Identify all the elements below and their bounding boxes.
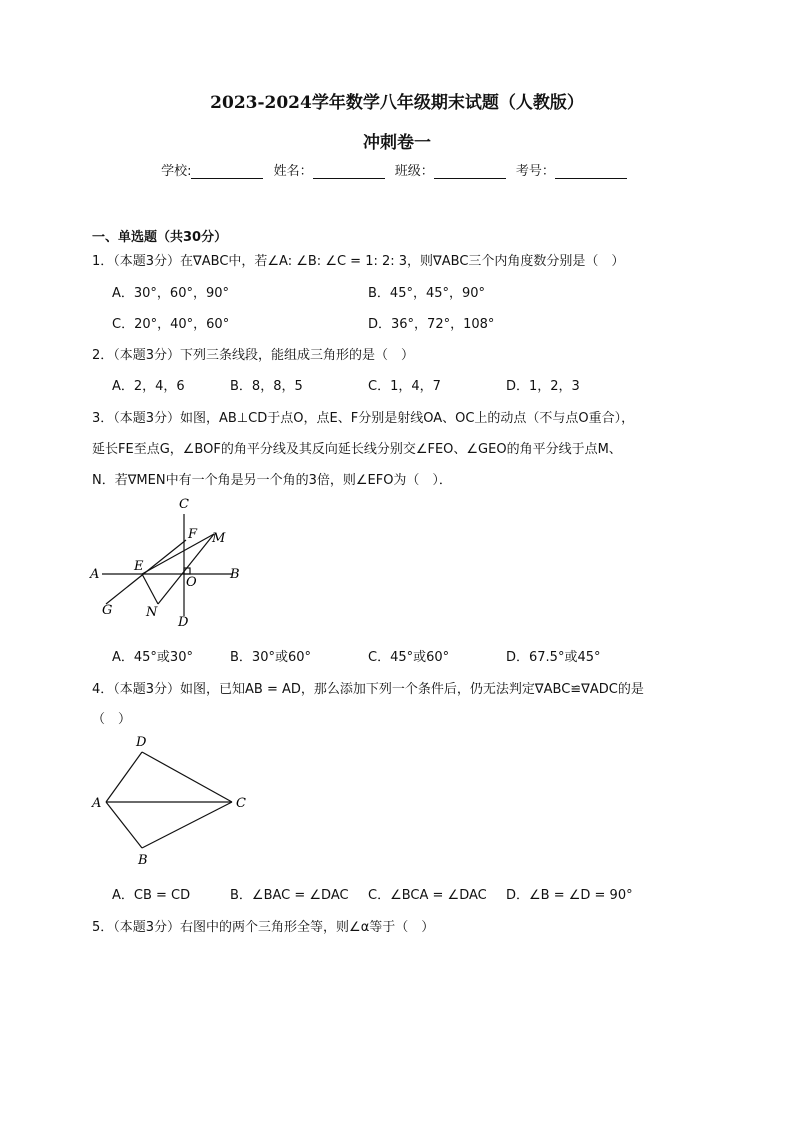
line-mn — [158, 534, 214, 604]
label-m: M — [212, 531, 226, 546]
segment-dc — [142, 752, 232, 802]
label-a: A — [90, 567, 100, 582]
label-a: A — [92, 796, 102, 811]
page-subtitle: 冲刺卷一 — [363, 133, 431, 153]
question-3-stem-line-1: 3．（本题3分）如图，AB⊥CD于点O，点E、F分别是射线OA、OC上的动点（不与点O重合）， — [92, 411, 635, 426]
question-3-option-b[interactable]: B．30°或60° — [230, 650, 312, 665]
question-2-stem: 2．（本题3分）下列三条线段，能组成三角形的是（ ） — [92, 348, 415, 363]
question-3-option-d[interactable]: D．67.5°或45° — [506, 650, 601, 665]
name-blank[interactable] — [313, 164, 385, 179]
question-2-option-a[interactable]: A．2，4，6 — [112, 379, 185, 394]
question-4-figure — [86, 732, 256, 872]
label-d: D — [136, 735, 147, 750]
segment-ad — [106, 752, 142, 802]
question-4-option-b[interactable]: B．∠BAC = ∠DAC — [230, 888, 349, 903]
school-blank[interactable] — [191, 164, 263, 179]
question-1-option-a[interactable]: A．30°，60°，90° — [112, 286, 230, 301]
label-b: B — [230, 567, 240, 582]
exam-number-blank[interactable] — [555, 164, 627, 179]
question-3-stem-line-3: N．若∇MEN中有一个角是另一个角的3倍，则∠EFO为（ ）． — [92, 473, 452, 488]
label-c: C — [179, 497, 189, 512]
question-2-option-c[interactable]: C．1，4，7 — [368, 379, 441, 394]
line-em — [142, 534, 214, 574]
label-n: N — [146, 605, 158, 620]
class-blank[interactable] — [434, 164, 506, 179]
student-info-line — [0, 160, 794, 179]
question-3-stem-line-2: 延长FE至点G，∠BOF的角平分线及其反向延长线分别交∠FEO、∠GEO的角平分线于点M、 — [92, 442, 622, 457]
label-f: F — [188, 527, 198, 542]
question-2-option-b[interactable]: B．8，8，5 — [230, 379, 303, 394]
label-c: C — [236, 796, 246, 811]
question-1-stem: 1．（本题3分）在∇ABC中，若∠A: ∠B: ∠C = 1: 2: 3，则∇ABC三个内角度数分别是（ ） — [92, 254, 625, 269]
segment-ab — [106, 802, 142, 848]
question-3-option-c[interactable]: C．45°或60° — [368, 650, 450, 665]
class-label: 班级： — [394, 164, 434, 179]
segment-bc — [142, 802, 232, 848]
question-4-option-d[interactable]: D．∠B = ∠D = 90° — [506, 888, 633, 903]
label-d: D — [178, 615, 189, 630]
label-b: B — [138, 853, 148, 868]
school-label: 学校: — [161, 164, 192, 179]
question-4-option-c[interactable]: C．∠BCA = ∠DAC — [368, 888, 487, 903]
label-e: E — [134, 559, 144, 574]
line-en — [142, 574, 158, 604]
question-3-figure — [86, 492, 246, 632]
question-1-option-c[interactable]: C．20°，40°，60° — [112, 317, 230, 332]
label-g: G — [102, 603, 113, 618]
question-4-stem-line-1: 4．（本题3分）如图，已知AB = AD，那么添加下列一个条件后，仍无法判定∇ABC≌∇ADC的是 — [92, 682, 644, 697]
question-1-option-d[interactable]: D．36°，72°，108° — [368, 317, 495, 332]
exam-number-label: 考号： — [515, 164, 555, 179]
question-5-stem: 5．（本题3分）右图中的两个三角形全等，则∠α等于（ ） — [92, 920, 435, 935]
question-4-option-a[interactable]: A．CB = CD — [112, 888, 191, 903]
question-2-option-d[interactable]: D．1，2，3 — [506, 379, 580, 394]
section-heading: 一、单选题（共30分） — [92, 230, 228, 245]
name-label: 姓名： — [273, 164, 313, 179]
page-title: 2023-2024学年数学八年级期末试题（人教版） — [210, 93, 584, 113]
question-1-option-b[interactable]: B．45°，45°，90° — [368, 286, 486, 301]
question-3-option-a[interactable]: A．45°或30° — [112, 650, 193, 665]
question-4-stem-line-2: （ ） — [92, 712, 132, 727]
label-o: O — [186, 575, 197, 590]
